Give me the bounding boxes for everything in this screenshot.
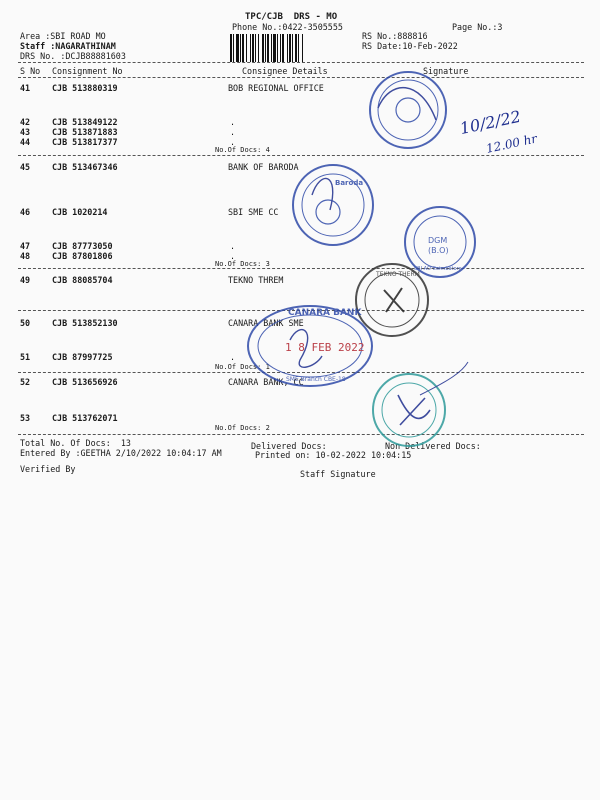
col-consignment: Consignment No: [52, 66, 123, 76]
row-sno: 43: [20, 127, 31, 137]
row-sno: 42: [20, 117, 31, 127]
row-consignee: TEKNO THREM: [228, 275, 284, 285]
rs-number: RS No.:888816: [362, 31, 428, 41]
row-consignment: CJB 87801806: [52, 251, 113, 261]
row-consignment: CJB 513467346: [52, 162, 118, 172]
row-consignee: CANARA BANK SME: [228, 318, 304, 328]
row-sno: 51: [20, 352, 31, 362]
row-consignment: CJB 1020214: [52, 207, 108, 217]
row-sno: 44: [20, 137, 31, 147]
row-sno: 46: [20, 207, 31, 217]
row-sno: 50: [20, 318, 31, 328]
docs-count: No.Of Docs: 1: [215, 363, 270, 371]
canara-teal-stamp: [373, 362, 468, 446]
row-sno: 52: [20, 377, 31, 387]
row-sno: 48: [20, 251, 31, 261]
row-consignment: CJB 87997725: [52, 352, 113, 362]
staff-signature: Staff Signature: [300, 469, 376, 479]
canara-stamp-title: CANARA BANK: [288, 308, 362, 318]
row-consignment: CJB 513762071: [52, 413, 118, 423]
bo-stamp-text: (B.O): [428, 246, 449, 255]
row-consignee: CANARA BANK, CC: [228, 377, 304, 387]
drs-number: DRS No. :DCJB88881603: [20, 51, 126, 61]
verified-by: Verified By: [20, 464, 76, 474]
row-consignment: CJB 513817377: [52, 137, 118, 147]
handwritten-date: [458, 107, 539, 156]
tekno-stamp-text: TEKNO THERM: [376, 271, 420, 278]
printed-on: Printed on: 10-02-2022 10:04:15: [255, 450, 412, 460]
row-consignee: .: [230, 127, 236, 137]
entered-by: Entered By :GEETHA 2/10/2022 10:04:17 AM: [20, 448, 222, 458]
canara-stamp-branch: SME Branch CBE-18: [286, 376, 346, 383]
row-consignment: CJB 513849122: [52, 117, 118, 127]
rs-date: RS Date:10-Feb-2022: [362, 41, 458, 51]
row-consignee: .: [230, 251, 236, 261]
docs-count: No.Of Docs: 4: [215, 146, 270, 154]
tekno-stamp: [356, 264, 428, 336]
bob-regional-stamp: [370, 72, 446, 148]
docs-count: No.Of Docs: 3: [215, 260, 270, 268]
row-consignee: SBI SME CC: [228, 207, 279, 217]
row-consignee: .: [230, 117, 236, 127]
total-docs: Total No. Of Docs: 13: [20, 438, 131, 448]
row-sno: 45: [20, 162, 31, 172]
row-consignment: CJB 513880319: [52, 83, 118, 93]
row-sno: 53: [20, 413, 31, 423]
row-consignee: .: [230, 137, 236, 147]
sbi-stamp-text: SBI AO Coimbatore: [414, 266, 462, 272]
col-consignee: Consignee Details: [242, 66, 328, 76]
row-consignment: CJB 513656926: [52, 377, 118, 387]
staff-label: Staff :NAGARATHINAM: [20, 41, 116, 51]
canara-oval-stamp: [248, 306, 372, 386]
phone-number: Phone No.:0422-3505555: [232, 22, 343, 32]
document-title: TPC/CJB DRS - MO: [245, 12, 338, 22]
row-consignee: BANK OF BARODA: [228, 162, 299, 172]
row-sno: 41: [20, 83, 31, 93]
non-delivered-docs: Non Delivered Docs:: [385, 441, 481, 451]
area-label: Area :SBI ROAD MO: [20, 31, 106, 41]
row-consignee: .: [230, 352, 236, 362]
baroda-stamp: [293, 165, 373, 245]
handwriting-date-text: 10/2/22: [458, 106, 523, 139]
canara-stamp-date: 1 8 FEB 2022: [285, 341, 365, 354]
row-consignment: CJB 513871883: [52, 127, 118, 137]
row-sno: 49: [20, 275, 31, 285]
row-sno: 47: [20, 241, 31, 251]
row-consignment: CJB 88085704: [52, 275, 113, 285]
delivered-docs: Delivered Docs:: [251, 441, 327, 451]
page-number: Page No.:3: [452, 22, 503, 32]
row-consignment: CJB 513852130: [52, 318, 118, 328]
handwriting-time-text: 12.00 hr: [484, 131, 539, 156]
col-signature: Signature: [423, 66, 469, 76]
row-consignee: .: [230, 241, 236, 251]
dgm-stamp-text: DGM: [428, 236, 448, 245]
col-sno: S No: [20, 66, 41, 76]
docs-count: No.Of Docs: 2: [215, 424, 270, 432]
dgm-stamp: [405, 207, 475, 277]
row-consignment: CJB 87773050: [52, 241, 113, 251]
row-consignee: BOB REGIONAL OFFICE: [228, 83, 324, 93]
baroda-stamp-text: Baroda: [335, 179, 364, 187]
